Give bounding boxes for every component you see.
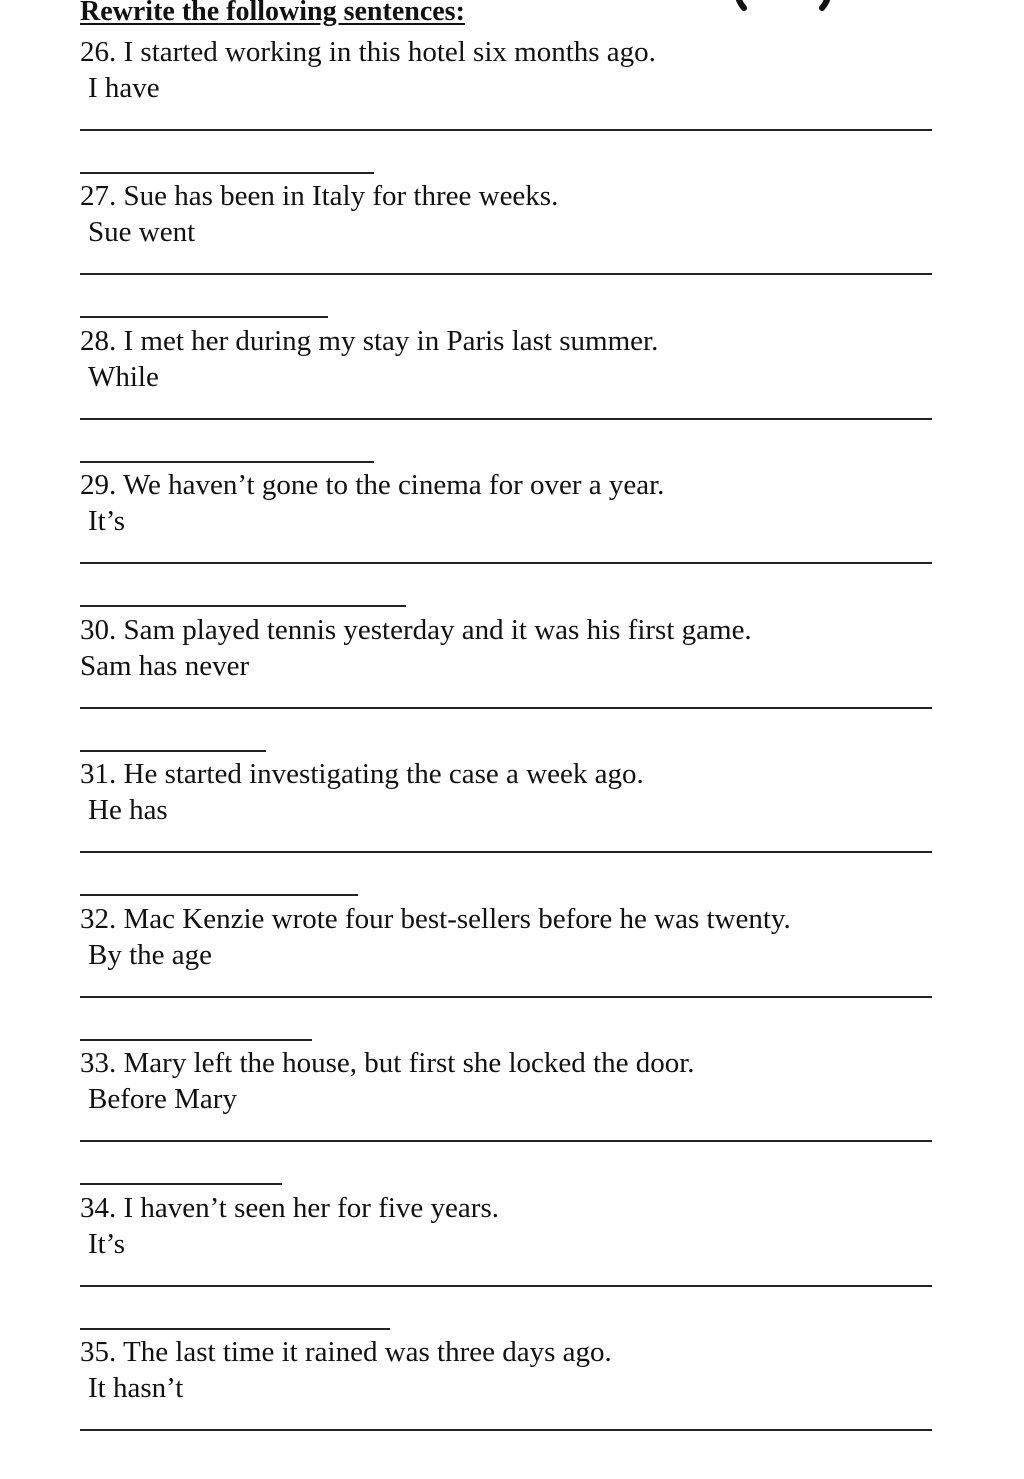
answer-line-short[interactable] [80, 605, 406, 607]
answer-line[interactable] [80, 996, 932, 998]
answer-line[interactable] [80, 273, 932, 275]
question-text: 27. Sue has been in Italy for three weeks. [80, 180, 559, 212]
exercise-item-35 [80, 1334, 940, 1479]
answer-starter: Before Mary [88, 1083, 237, 1115]
question-text: 32. Mac Kenzie wrote four best-sellers before he was twenty. [80, 903, 791, 935]
answer-line-short[interactable] [80, 1328, 390, 1330]
exercise-item-26 [80, 34, 940, 179]
question-text: 34. I haven’t seen her for five years. [80, 1192, 499, 1224]
question-text: 26. I started working in this hotel six months ago. [80, 36, 656, 68]
exercise-item-32 [80, 901, 940, 1046]
worksheet-heading: Rewrite the following sentences: [80, 0, 465, 27]
answer-starter: While [88, 361, 159, 393]
answer-line[interactable] [80, 129, 932, 131]
question-text: 30. Sam played tennis yesterday and it was his first game. [80, 614, 752, 646]
exercise-item-29 [80, 467, 940, 612]
bracket-mark-icon [730, 0, 840, 14]
answer-line[interactable] [80, 562, 932, 564]
question-text: 29. We haven’t gone to the cinema for over a year. [80, 469, 665, 501]
answer-starter: Sue went [88, 216, 196, 248]
answer-line[interactable] [80, 1285, 932, 1287]
answer-starter: It’s [88, 505, 126, 537]
answer-line-short[interactable] [80, 750, 266, 752]
question-text: 28. I met her during my stay in Paris last summer. [80, 325, 659, 357]
answer-line-short[interactable] [80, 1039, 312, 1041]
answer-line[interactable] [80, 418, 932, 420]
exercise-item-30 [80, 612, 940, 757]
answer-starter: It’s [88, 1228, 126, 1260]
answer-line-short[interactable] [80, 316, 328, 318]
question-text: 33. Mary left the house, but first she locked the door. [80, 1047, 695, 1079]
question-text: 31. He started investigating the case a week ago. [80, 758, 644, 790]
answer-line-short[interactable] [80, 461, 374, 463]
answer-starter: He has [88, 794, 168, 826]
exercise-item-31 [80, 756, 940, 901]
answer-starter: It hasn’t [88, 1372, 184, 1404]
answer-line[interactable] [80, 707, 932, 709]
answer-line[interactable] [80, 851, 932, 853]
answer-line-short[interactable] [80, 894, 358, 896]
answer-line[interactable] [80, 1140, 932, 1142]
exercise-item-34 [80, 1190, 940, 1335]
exercise-item-27 [80, 178, 940, 323]
answer-line-short[interactable] [80, 1183, 282, 1185]
answer-starter: I have [88, 72, 160, 104]
exercise-item-33 [80, 1045, 940, 1190]
answer-line-short[interactable] [80, 172, 374, 174]
answer-line[interactable] [80, 1429, 932, 1431]
question-text: 35. The last time it rained was three days ago. [80, 1336, 612, 1368]
exercise-item-28 [80, 323, 940, 468]
answer-starter: By the age [88, 939, 213, 971]
answer-starter: Sam has never [80, 650, 250, 682]
